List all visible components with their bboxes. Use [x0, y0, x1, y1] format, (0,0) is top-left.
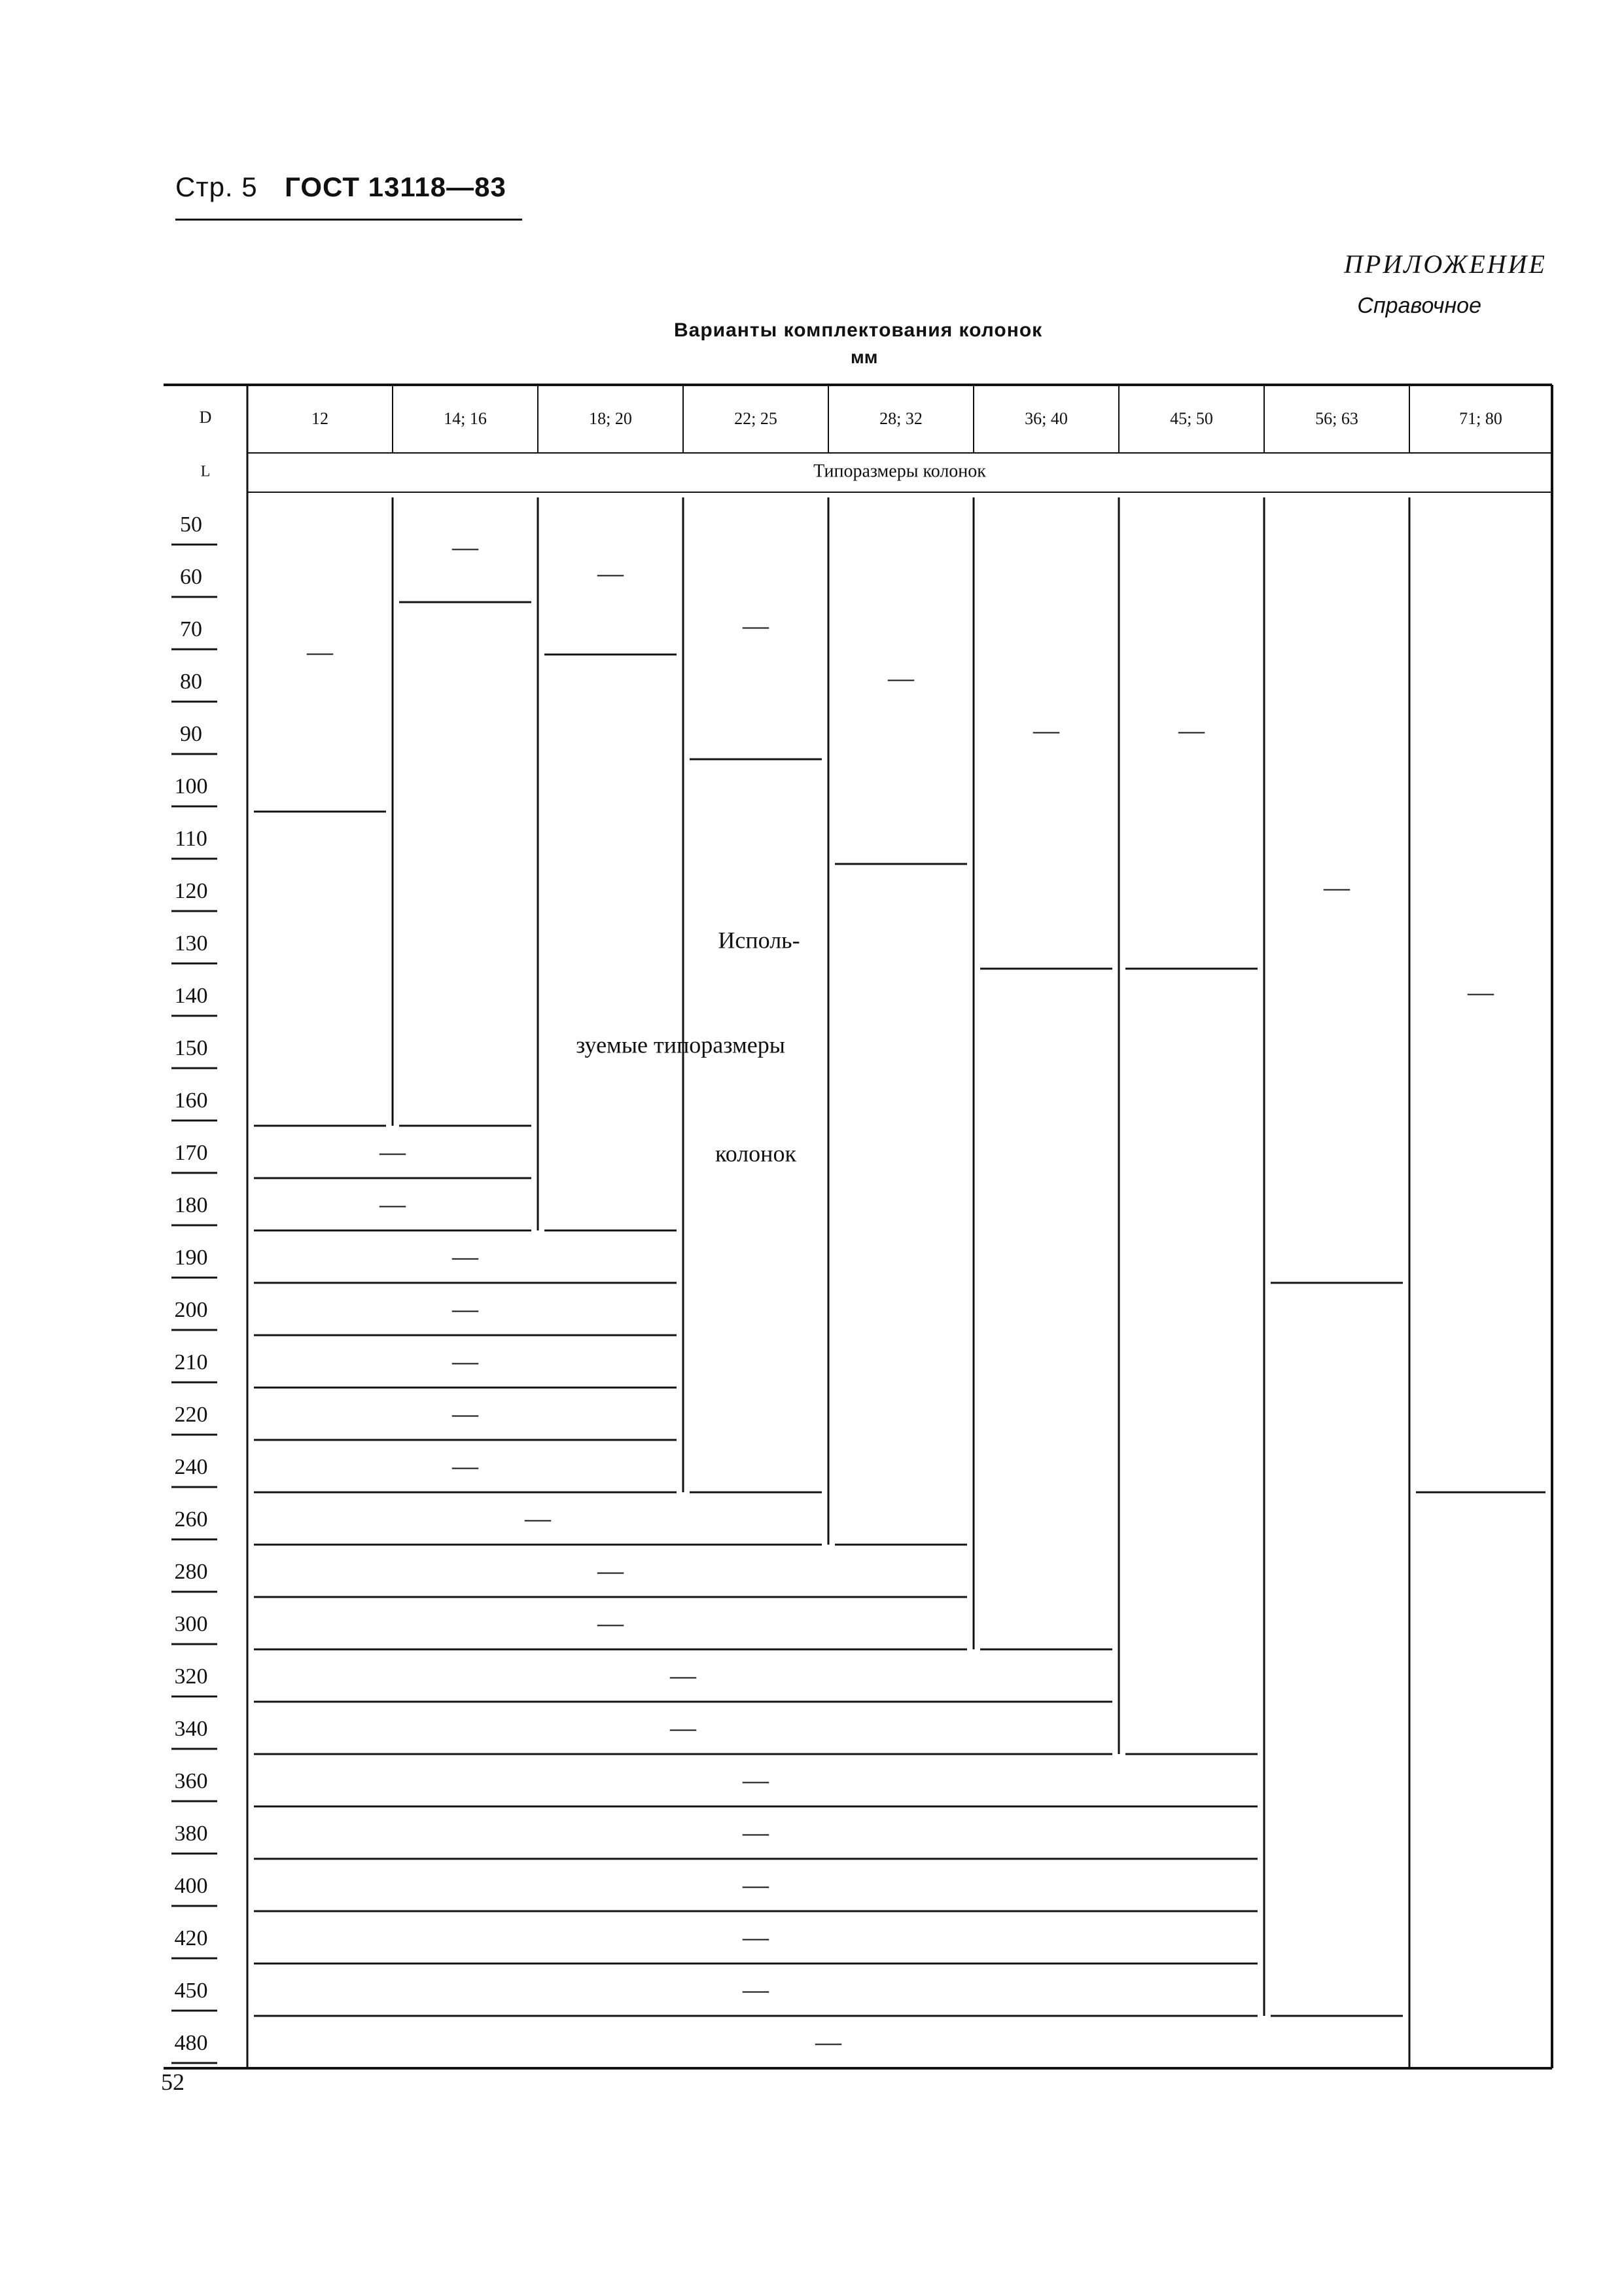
row-label: 90 — [180, 721, 202, 746]
corner-d-label: D — [199, 407, 212, 427]
unavailable-dash: — — [452, 1451, 478, 1481]
appendix-subtitle: Справочное — [1357, 293, 1481, 318]
standard-number: ГОСТ 13118—83 — [285, 171, 506, 202]
unavailable-dash: — — [452, 1294, 478, 1324]
column-header: 28; 32 — [879, 408, 923, 428]
row-label: 340 — [174, 1716, 208, 1741]
used-label-line1: Исполь- — [718, 927, 800, 954]
unavailable-dash: — — [815, 2027, 841, 2057]
table-unit: мм — [851, 347, 878, 367]
used-label-line2: зуемые типоразмеры — [576, 1031, 785, 1058]
unavailable-dash: — — [670, 1713, 696, 1743]
unavailable-dash: — — [888, 663, 914, 693]
row-label: 200 — [174, 1297, 208, 1322]
row-label: 170 — [174, 1140, 208, 1165]
unavailable-dash: — — [1033, 715, 1059, 745]
unavailable-dash: — — [597, 1608, 624, 1638]
unavailable-dash: — — [1178, 715, 1205, 745]
row-label: 150 — [174, 1035, 208, 1060]
unavailable-dash: — — [743, 1975, 769, 2005]
row-label: 360 — [174, 1768, 208, 1793]
unavailable-dash: — — [452, 532, 478, 562]
table-title: Варианты комплектования колонок — [674, 319, 1043, 341]
row-label: 190 — [174, 1245, 208, 1270]
row-label: 240 — [174, 1454, 208, 1479]
unavailable-dash: — — [670, 1660, 696, 1691]
page-number: 52 — [161, 2069, 185, 2095]
row-label: 320 — [174, 1664, 208, 1689]
unavailable-dash: — — [743, 1870, 769, 1900]
row-label: 80 — [180, 669, 202, 694]
column-header: 18; 20 — [589, 408, 632, 428]
unavailable-dash: — — [307, 637, 333, 667]
row-label: 120 — [174, 878, 208, 903]
unavailable-dash: — — [452, 1399, 478, 1429]
unavailable-dash: — — [452, 1242, 478, 1272]
column-header: 45; 50 — [1170, 408, 1213, 428]
row-label: 140 — [174, 983, 208, 1008]
row-label: 70 — [180, 617, 202, 641]
unavailable-dash: — — [597, 1556, 624, 1586]
column-header: 71; 80 — [1459, 408, 1502, 428]
row-label: 100 — [174, 774, 208, 798]
row-label: 480 — [174, 2030, 208, 2055]
column-header: 56; 63 — [1315, 408, 1358, 428]
unavailable-dash: — — [743, 611, 769, 641]
row-label: 110 — [175, 826, 207, 851]
column-header: 22; 25 — [734, 408, 777, 428]
row-label: 60 — [180, 564, 202, 589]
unavailable-dash: — — [380, 1189, 406, 1219]
row-label: 180 — [174, 1193, 208, 1217]
unavailable-dash: — — [380, 1137, 406, 1167]
row-label: 130 — [174, 931, 208, 956]
row-label: 280 — [174, 1559, 208, 1584]
column-header: 14; 16 — [444, 408, 487, 428]
row-label: 380 — [174, 1821, 208, 1846]
column-header: 36; 40 — [1025, 408, 1068, 428]
unavailable-dash: — — [525, 1503, 551, 1534]
column-header: 12 — [311, 408, 328, 428]
row-label: 260 — [174, 1507, 208, 1532]
unavailable-dash: — — [597, 558, 624, 588]
unavailable-dash: — — [743, 1765, 769, 1795]
appendix-title: ПРИЛОЖЕНИЕ — [1344, 249, 1547, 279]
row-label: 300 — [174, 1611, 208, 1636]
row-label: 50 — [180, 512, 202, 537]
page-label: Стр. 5 — [175, 171, 258, 202]
row-label: 210 — [174, 1350, 208, 1374]
unavailable-dash: — — [452, 1346, 478, 1376]
row-label: 160 — [174, 1088, 208, 1113]
corner-l-label: L — [200, 463, 211, 480]
row-label: 450 — [174, 1978, 208, 2003]
subheader-label: Типоразмеры колонок — [813, 461, 986, 482]
row-label: 420 — [174, 1926, 208, 1950]
row-label: 220 — [174, 1402, 208, 1427]
unavailable-dash: — — [743, 1922, 769, 1952]
unavailable-dash: — — [743, 1818, 769, 1848]
row-label: 400 — [174, 1873, 208, 1898]
used-label-line3: колонок — [715, 1140, 796, 1167]
unavailable-dash: — — [1324, 872, 1350, 903]
unavailable-dash: — — [1468, 977, 1494, 1007]
